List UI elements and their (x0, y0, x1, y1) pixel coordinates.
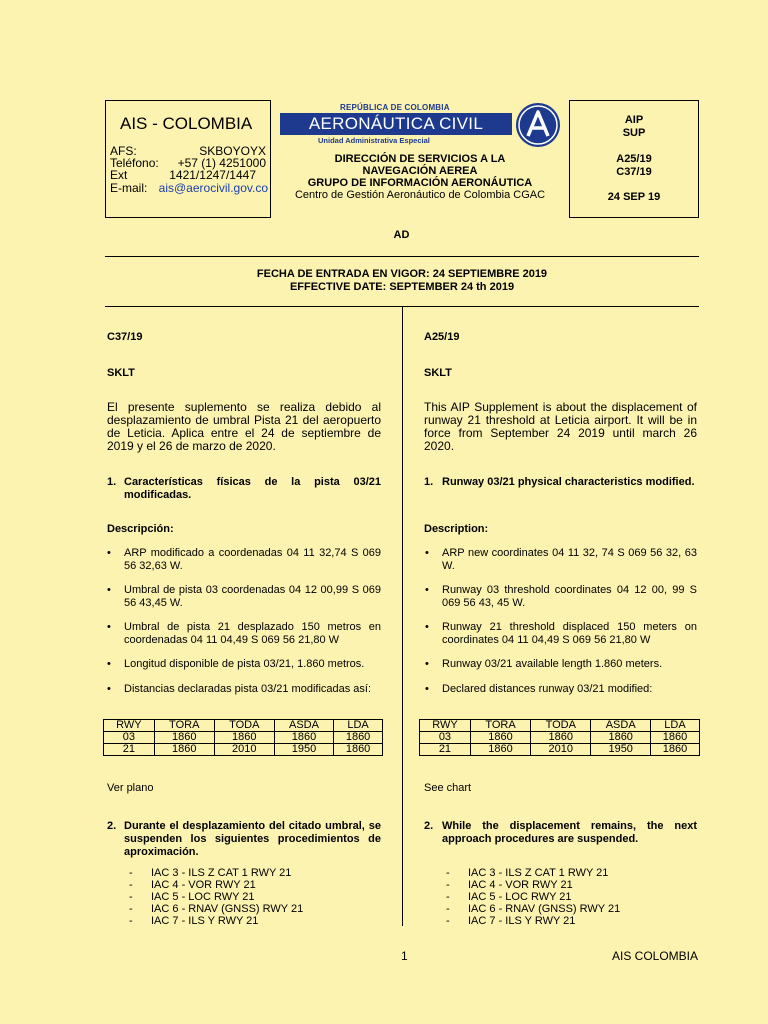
contact-value: 1421/1247/1447 (169, 168, 256, 182)
contact-key: Ext (110, 168, 128, 182)
effective-date-en: EFFECTIVE DATE: SEPTEMBER 24 th 2019 (289, 281, 515, 293)
right-procedure: - IAC 6 - RNAV (GNSS) RWY 21 (446, 903, 621, 915)
bullet-icon: • (425, 683, 429, 695)
table-header: RWY (420, 720, 471, 732)
sup-label: SUP (622, 127, 646, 139)
right-procedure: - IAC 4 - VOR RWY 21 (446, 879, 573, 891)
left-item1-num: 1. (107, 476, 117, 488)
right-procedure: - IAC 3 - ILS Z CAT 1 RWY 21 (446, 867, 609, 879)
left-procedure: - IAC 5 - LOC RWY 21 (129, 891, 255, 903)
right-procedure: - IAC 7 - ILS Y RWY 21 (446, 915, 576, 927)
table-header-row (420, 720, 700, 732)
contact-email (110, 182, 268, 195)
table-cell: 21 (104, 744, 155, 756)
right-bullet: • ARP new coordinates 04 11 32, 74 S 069 56 32, 63 W. (425, 547, 697, 572)
table-cell: 03 (420, 732, 471, 744)
table-header: TORA (154, 720, 214, 732)
column-divider (402, 306, 403, 926)
right-bullet: • Declared distances runway 03/21 modified: (425, 683, 653, 695)
footer-org: AIS COLOMBIA (612, 949, 699, 963)
right-procedure: - IAC 5 - LOC RWY 21 (446, 891, 572, 903)
contact-value: SKBOYOYX (199, 144, 266, 158)
table-cell: 1860 (274, 732, 333, 744)
aip-date: 24 SEP 19 (607, 191, 661, 203)
table-cell: 1860 (154, 744, 214, 756)
table-row (104, 732, 383, 744)
left-bullet: • Umbral de pista 03 coordenadas 04 12 00,99 S 069 56 43,45 W. (107, 584, 381, 609)
aerocivil-logo-icon (516, 103, 560, 147)
table-cell: 03 (104, 732, 155, 744)
table-cell: 1950 (274, 744, 333, 756)
table-header: LDA (334, 720, 383, 732)
right-item2-num: 2. (424, 820, 434, 832)
contact-value: +57 (1) 4251000 (177, 156, 266, 170)
table-cell: 1860 (470, 744, 530, 756)
table-header: TODA (531, 720, 591, 732)
table-cell: 2010 (214, 744, 274, 756)
table-cell: 1860 (650, 744, 699, 756)
logo-top-text: REPÚBLICA DE COLOMBIA (340, 103, 450, 112)
declared-distances-table-en (419, 719, 700, 756)
page-number: 1 (401, 949, 408, 963)
table-header: RWY (104, 720, 155, 732)
aip-label: AIP (624, 114, 644, 126)
right-bullet: • Runway 03/21 available length 1.860 meters. (425, 658, 663, 670)
table-cell: 1860 (531, 732, 591, 744)
contact-key: E-mail: (110, 181, 148, 195)
org-line-1: DIRECCIÓN DE SERVICIOS A LA (334, 153, 506, 165)
right-item1-text: Runway 03/21 physical characteristics modified. (442, 476, 695, 488)
left-item2-num: 2. (107, 820, 117, 832)
right-bullet: • Runway 21 threshold displaced 150 meters on coordinates 04 11 04,49 S 069 56 21,80 W (425, 621, 697, 646)
effective-date-es: FECHA DE ENTRADA EN VIGOR: 24 SEPTIEMBRE 2019 (256, 268, 548, 280)
right-code: A25/19 (424, 331, 460, 343)
left-procedure: - IAC 3 - ILS Z CAT 1 RWY 21 (129, 867, 292, 879)
email-link[interactable]: ais@aerocivil.gov.co (158, 181, 268, 195)
table-header: LDA (650, 720, 699, 732)
table-cell: 1950 (591, 744, 651, 756)
right-desc-label: Description: (424, 523, 489, 535)
divider (105, 256, 699, 257)
left-procedure: - IAC 4 - VOR RWY 21 (129, 879, 256, 891)
logo-main-text: AERONÁUTICA CIVIL (280, 113, 512, 135)
declared-distances-table-es (103, 719, 383, 756)
right-item1-num: 1. (424, 476, 434, 488)
bullet-icon: • (107, 658, 111, 670)
table-header: TORA (470, 720, 530, 732)
left-procedure: - IAC 7 - ILS Y RWY 21 (129, 915, 259, 927)
bullet-icon: • (425, 658, 429, 670)
left-bullet: • Umbral de pista 21 desplazado 150 metros en coordenadas 04 11 04,49 S 069 56 21,80 W (107, 621, 381, 646)
org-line-3: GRUPO DE INFORMACIÓN AERONÁUTICA (307, 177, 533, 189)
aip-ref-a: A25/19 (616, 153, 652, 165)
table-header-row (104, 720, 383, 732)
table-row (420, 744, 700, 756)
table-cell: 1860 (650, 732, 699, 744)
bullet-icon: • (425, 547, 429, 559)
right-item2-text: While the displacement remains, the next approach procedures are suspended. (442, 820, 697, 845)
right-bullet: • Runway 03 threshold coordinates 04 12 00, 99 S 069 56 43, 45 W. (425, 584, 697, 609)
table-header: ASDA (591, 720, 651, 732)
left-desc-label: Descripción: (107, 523, 174, 535)
right-chart-ref: See chart (424, 782, 472, 794)
left-bullet: • ARP modificado a coordenadas 04 11 32,74 S 069 56 32,63 W. (107, 547, 381, 572)
table-cell: 1860 (591, 732, 651, 744)
table-cell: 1860 (214, 732, 274, 744)
table-cell: 2010 (531, 744, 591, 756)
bullet-icon: • (107, 547, 111, 559)
left-code: C37/19 (107, 331, 143, 343)
table-cell: 1860 (334, 732, 383, 744)
logo-sub-text: Unidad Administrativa Especial (318, 136, 430, 145)
logo-a-glyph (516, 103, 560, 147)
table-row (420, 732, 700, 744)
right-airport: SKLT (424, 367, 452, 379)
left-chart-ref: Ver plano (107, 782, 154, 794)
contact-key: AFS: (110, 144, 137, 158)
table-row (104, 744, 383, 756)
left-procedure: - IAC 6 - RNAV (GNSS) RWY 21 (129, 903, 304, 915)
org-line-2: NAVEGACIÓN AEREA (362, 165, 478, 177)
ais-title: AIS - COLOMBIA (120, 114, 253, 133)
left-intro: El presente suplemento se realiza debido al desplazamiento de umbral Pista 21 del aeropuerto de Leticia. Aplica entre el 24 de septiembre de 2019 y el 26 de marzo de 2020. (107, 400, 381, 453)
bullet-icon: • (425, 621, 429, 633)
aip-ref-c: C37/19 (616, 166, 652, 178)
table-header: ASDA (274, 720, 333, 732)
contact-key: Teléfono: (110, 156, 159, 170)
left-bullet: • Longitud disponible de pista 03/21, 1.860 metros. (107, 658, 365, 670)
left-item1-text: Características físicas de la pista 03/21 modificadas. (124, 476, 381, 501)
org-line-4: Centro de Gestión Aeronáutico de Colombia CGAC (294, 189, 546, 201)
left-airport: SKLT (107, 367, 135, 379)
table-cell: 1860 (154, 732, 214, 744)
table-cell: 1860 (470, 732, 530, 744)
table-cell: 1860 (334, 744, 383, 756)
bullet-icon: • (107, 683, 111, 695)
bullet-icon: • (107, 621, 111, 633)
section-code: AD (393, 229, 410, 241)
bullet-icon: • (107, 584, 111, 596)
bullet-icon: • (425, 584, 429, 596)
table-cell: 21 (420, 744, 471, 756)
table-header: TODA (214, 720, 274, 732)
left-item2-text: Durante el desplazamiento del citado umbral, se suspenden los siguientes procedimientos de aproximación. (124, 820, 381, 858)
left-bullet: • Distancias declaradas pista 03/21 modificadas así: (107, 683, 372, 695)
right-intro: This AIP Supplement is about the displacement of runway 21 threshold at Leticia airport. It will be in force from September 24 2019 until march 26 2020. (424, 400, 697, 453)
